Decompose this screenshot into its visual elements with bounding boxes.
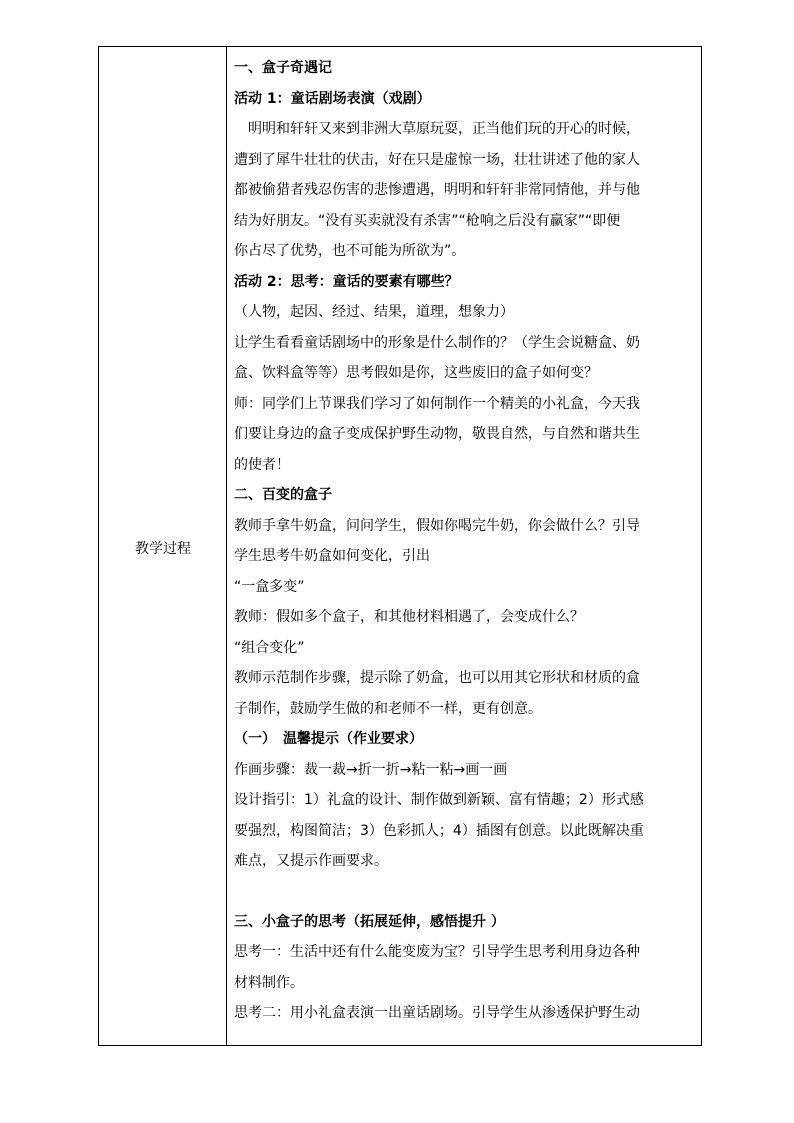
content-line: 你占尽了优势，也不可能为所欲为”。 bbox=[234, 243, 466, 259]
content-line: 教师：假如多个盒子，和其他材料相遇了，会变成什么？ bbox=[234, 609, 584, 625]
content-line: 让学生看看童话剧场中的形象是什么制作的？（学生会说糖盒、奶 bbox=[234, 334, 640, 351]
content-line: 教师手拿牛奶盒，问问学生，假如你喝完牛奶，你会做什么？引导 bbox=[234, 517, 640, 534]
content-line: “一盒多变” bbox=[234, 578, 305, 595]
section-label: 教学过程 bbox=[135, 541, 191, 557]
content-line: 材料制作。 bbox=[234, 974, 304, 991]
content-line: 明明和轩轩又来到非洲大草原玩耍，正当他们玩的开心的时候， bbox=[234, 121, 640, 137]
content-line: 思考二：用小礼盒表演一出童话剧场。引导学生从渗透保护野生动 bbox=[234, 1005, 640, 1021]
content-line: 遭到了犀牛壮壮的伏击，好在只是虚惊一场，壮壮讲述了他的家人 bbox=[234, 151, 640, 168]
content-line: 的使者！ bbox=[234, 456, 290, 473]
content-line: 要强烈，构图简洁；3）色彩抓人；4）插图有创意。以此既解决重 bbox=[234, 822, 644, 839]
section-heading: 三、小盒子的思考（拓展延伸，感悟提升 ） bbox=[234, 913, 505, 930]
section-heading: （一） 温馨提示（作业要求） bbox=[234, 731, 423, 747]
content-line: 教师示范制作步骤，提示除了奶盒，也可以用其它形状和材质的盒 bbox=[234, 670, 640, 686]
section-heading: 一、盒子奇遇记 bbox=[234, 60, 332, 76]
section-heading: 活动 1：童话剧场表演（戏剧） bbox=[234, 90, 431, 107]
content-line: 难点，又提示作画要求。 bbox=[234, 853, 388, 869]
section-heading: 活动 2：思考：童话的要素有哪些？ bbox=[234, 273, 459, 290]
content-line: 们要让身边的盒子变成保护野生动物，敬畏自然，与自然和谐共生 bbox=[234, 426, 640, 442]
lesson-content-cell bbox=[228, 47, 701, 1045]
content-line: 作画步骤：裁一裁→折一折→粘一粘→画一画 bbox=[234, 761, 508, 778]
content-line: 都被偷猎者残忍伤害的悲惨遭遇，明明和轩轩非常同情他，并与他 bbox=[234, 182, 640, 198]
content-line: 师：同学们上节课我们学习了如何制作一个精美的小礼盒，今天我 bbox=[234, 395, 640, 412]
content-line: “组合变化” bbox=[234, 639, 305, 656]
content-line bbox=[234, 877, 695, 907]
content-line: （人物，起因、经过、结果，道理，想象力） bbox=[234, 304, 514, 320]
content-line: 结为好朋友。“没有买卖就没有杀害”“枪响之后没有赢家”“即便 bbox=[234, 212, 621, 229]
lesson-table bbox=[98, 46, 702, 1046]
content-line: 学生思考牛奶盒如何变化，引出 bbox=[234, 548, 430, 564]
content-line: 思考一：生活中还有什么能变废为宝？引导学生思考利用身边各种 bbox=[234, 944, 640, 960]
content-line: 设计指引：1）礼盒的设计、制作做到新颖、富有情趣；2）形式感 bbox=[234, 792, 644, 808]
section-heading: 二、百变的盒子 bbox=[234, 487, 332, 503]
content-line: 盒、饮料盒等等）思考假如是你，这些废旧的盒子如何变？ bbox=[234, 365, 598, 381]
content-line: 子制作，鼓励学生做的和老师不一样，更有创意。 bbox=[234, 700, 542, 717]
section-label-cell bbox=[99, 47, 227, 1045]
